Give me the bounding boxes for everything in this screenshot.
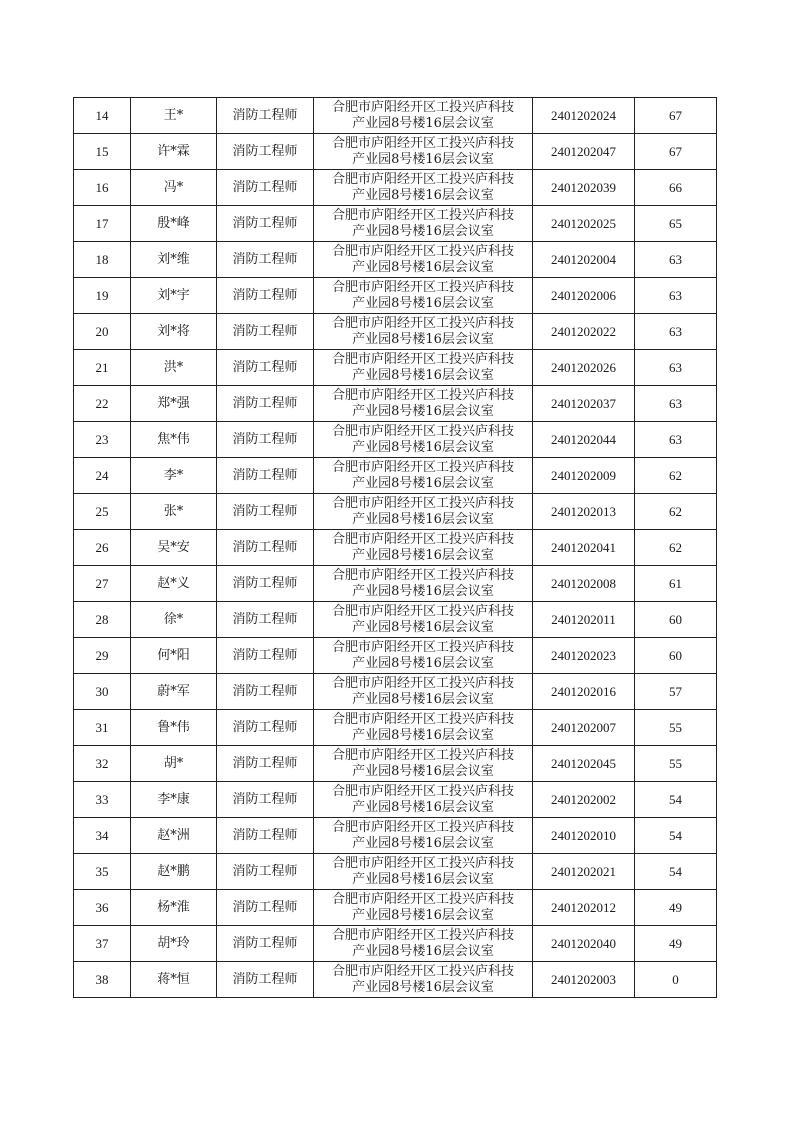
exam-id-cell: 2401202040 (533, 926, 635, 962)
position-cell: 消防工程师 (217, 602, 314, 638)
score-cell: 63 (635, 242, 717, 278)
table-row (74, 818, 717, 854)
table-row (74, 422, 717, 458)
position-cell: 消防工程师 (217, 386, 314, 422)
candidate-name-cell: 刘*将 (131, 314, 217, 350)
table-row (74, 98, 717, 134)
table-row (74, 458, 717, 494)
exam-id-cell: 2401202021 (533, 854, 635, 890)
exam-location-cell: 合肥市庐阳经开区工投兴庐科技 产业园8号楼16层会议室 (314, 638, 533, 674)
candidate-name-cell: 张* (131, 494, 217, 530)
candidate-name-cell: 蔚*军 (131, 674, 217, 710)
row-number-cell: 18 (74, 242, 131, 278)
score-cell: 55 (635, 710, 717, 746)
table-row (74, 566, 717, 602)
exam-location-cell: 合肥市庐阳经开区工投兴庐科技 产业园8号楼16层会议室 (314, 566, 533, 602)
exam-id-cell: 2401202041 (533, 530, 635, 566)
row-number-cell: 17 (74, 206, 131, 242)
candidate-name-cell: 何*阳 (131, 638, 217, 674)
exam-location-cell: 合肥市庐阳经开区工投兴庐科技 产业园8号楼16层会议室 (314, 854, 533, 890)
row-number-cell: 15 (74, 134, 131, 170)
exam-id-cell: 2401202003 (533, 962, 635, 998)
exam-id-cell: 2401202004 (533, 242, 635, 278)
table-row (74, 134, 717, 170)
exam-id-cell: 2401202011 (533, 602, 635, 638)
row-number-cell: 21 (74, 350, 131, 386)
candidate-name-cell: 洪* (131, 350, 217, 386)
exam-id-cell: 2401202016 (533, 674, 635, 710)
exam-location-cell: 合肥市庐阳经开区工投兴庐科技 产业园8号楼16层会议室 (314, 242, 533, 278)
table-row (74, 890, 717, 926)
position-cell: 消防工程师 (217, 314, 314, 350)
score-cell: 63 (635, 422, 717, 458)
exam-location-cell: 合肥市庐阳经开区工投兴庐科技 产业园8号楼16层会议室 (314, 170, 533, 206)
score-cell: 55 (635, 746, 717, 782)
score-cell: 65 (635, 206, 717, 242)
position-cell: 消防工程师 (217, 710, 314, 746)
table-row (74, 674, 717, 710)
score-cell: 49 (635, 890, 717, 926)
exam-id-cell: 2401202010 (533, 818, 635, 854)
row-number-cell: 34 (74, 818, 131, 854)
score-cell: 63 (635, 314, 717, 350)
table-row (74, 638, 717, 674)
position-cell: 消防工程师 (217, 566, 314, 602)
exam-id-cell: 2401202025 (533, 206, 635, 242)
candidate-name-cell: 赵*洲 (131, 818, 217, 854)
candidate-name-cell: 徐* (131, 602, 217, 638)
position-cell: 消防工程师 (217, 530, 314, 566)
row-number-cell: 25 (74, 494, 131, 530)
exam-location-cell: 合肥市庐阳经开区工投兴庐科技 产业园8号楼16层会议室 (314, 818, 533, 854)
table-row (74, 710, 717, 746)
table-row (74, 278, 717, 314)
table-row (74, 386, 717, 422)
table-row (74, 206, 717, 242)
score-cell: 54 (635, 854, 717, 890)
candidate-name-cell: 许*霖 (131, 134, 217, 170)
position-cell: 消防工程师 (217, 98, 314, 134)
score-cell: 62 (635, 494, 717, 530)
table-body (74, 98, 717, 998)
exam-location-cell: 合肥市庐阳经开区工投兴庐科技 产业园8号楼16层会议室 (314, 206, 533, 242)
position-cell: 消防工程师 (217, 818, 314, 854)
row-number-cell: 24 (74, 458, 131, 494)
table-row (74, 314, 717, 350)
exam-id-cell: 2401202023 (533, 638, 635, 674)
score-cell: 63 (635, 386, 717, 422)
position-cell: 消防工程师 (217, 422, 314, 458)
exam-location-cell: 合肥市庐阳经开区工投兴庐科技 产业园8号楼16层会议室 (314, 926, 533, 962)
row-number-cell: 29 (74, 638, 131, 674)
exam-location-cell: 合肥市庐阳经开区工投兴庐科技 产业园8号楼16层会议室 (314, 386, 533, 422)
table-row (74, 494, 717, 530)
exam-location-cell: 合肥市庐阳经开区工投兴庐科技 产业园8号楼16层会议室 (314, 278, 533, 314)
position-cell: 消防工程师 (217, 890, 314, 926)
position-cell: 消防工程师 (217, 350, 314, 386)
table-row (74, 782, 717, 818)
score-cell: 60 (635, 602, 717, 638)
row-number-cell: 22 (74, 386, 131, 422)
score-cell: 0 (635, 962, 717, 998)
candidate-name-cell: 胡* (131, 746, 217, 782)
exam-location-cell: 合肥市庐阳经开区工投兴庐科技 产业园8号楼16层会议室 (314, 350, 533, 386)
row-number-cell: 30 (74, 674, 131, 710)
table-row (74, 854, 717, 890)
table-row (74, 530, 717, 566)
row-number-cell: 33 (74, 782, 131, 818)
exam-id-cell: 2401202012 (533, 890, 635, 926)
score-cell: 63 (635, 350, 717, 386)
exam-id-cell: 2401202039 (533, 170, 635, 206)
row-number-cell: 19 (74, 278, 131, 314)
row-number-cell: 35 (74, 854, 131, 890)
exam-location-cell: 合肥市庐阳经开区工投兴庐科技 产业园8号楼16层会议室 (314, 602, 533, 638)
candidate-name-cell: 吴*安 (131, 530, 217, 566)
exam-id-cell: 2401202024 (533, 98, 635, 134)
table-row (74, 170, 717, 206)
position-cell: 消防工程师 (217, 854, 314, 890)
candidate-name-cell: 殷*峰 (131, 206, 217, 242)
position-cell: 消防工程师 (217, 278, 314, 314)
candidate-name-cell: 焦*伟 (131, 422, 217, 458)
exam-id-cell: 2401202002 (533, 782, 635, 818)
position-cell: 消防工程师 (217, 674, 314, 710)
exam-id-cell: 2401202044 (533, 422, 635, 458)
score-cell: 63 (635, 278, 717, 314)
exam-id-cell: 2401202009 (533, 458, 635, 494)
table-row (74, 242, 717, 278)
row-number-cell: 37 (74, 926, 131, 962)
exam-location-cell: 合肥市庐阳经开区工投兴庐科技 产业园8号楼16层会议室 (314, 782, 533, 818)
row-number-cell: 27 (74, 566, 131, 602)
score-cell: 67 (635, 98, 717, 134)
row-number-cell: 23 (74, 422, 131, 458)
candidate-name-cell: 郑*强 (131, 386, 217, 422)
score-cell: 57 (635, 674, 717, 710)
score-cell: 54 (635, 782, 717, 818)
position-cell: 消防工程师 (217, 206, 314, 242)
exam-id-cell: 2401202007 (533, 710, 635, 746)
position-cell: 消防工程师 (217, 782, 314, 818)
score-cell: 67 (635, 134, 717, 170)
candidate-name-cell: 冯* (131, 170, 217, 206)
score-cell: 62 (635, 458, 717, 494)
row-number-cell: 38 (74, 962, 131, 998)
position-cell: 消防工程师 (217, 638, 314, 674)
position-cell: 消防工程师 (217, 746, 314, 782)
score-table (73, 97, 717, 998)
exam-location-cell: 合肥市庐阳经开区工投兴庐科技 产业园8号楼16层会议室 (314, 530, 533, 566)
table-row (74, 746, 717, 782)
row-number-cell: 31 (74, 710, 131, 746)
table-row (74, 350, 717, 386)
candidate-name-cell: 刘*宇 (131, 278, 217, 314)
exam-id-cell: 2401202022 (533, 314, 635, 350)
score-cell: 66 (635, 170, 717, 206)
exam-location-cell: 合肥市庐阳经开区工投兴庐科技 产业园8号楼16层会议室 (314, 98, 533, 134)
score-cell: 62 (635, 530, 717, 566)
candidate-name-cell: 胡*玲 (131, 926, 217, 962)
position-cell: 消防工程师 (217, 494, 314, 530)
candidate-name-cell: 王* (131, 98, 217, 134)
candidate-name-cell: 赵*义 (131, 566, 217, 602)
row-number-cell: 26 (74, 530, 131, 566)
position-cell: 消防工程师 (217, 170, 314, 206)
position-cell: 消防工程师 (217, 242, 314, 278)
table-row (74, 962, 717, 998)
exam-location-cell: 合肥市庐阳经开区工投兴庐科技 产业园8号楼16层会议室 (314, 422, 533, 458)
row-number-cell: 28 (74, 602, 131, 638)
exam-location-cell: 合肥市庐阳经开区工投兴庐科技 产业园8号楼16层会议室 (314, 674, 533, 710)
row-number-cell: 36 (74, 890, 131, 926)
candidate-name-cell: 李* (131, 458, 217, 494)
candidate-name-cell: 蒋*恒 (131, 962, 217, 998)
score-cell: 61 (635, 566, 717, 602)
exam-location-cell: 合肥市庐阳经开区工投兴庐科技 产业园8号楼16层会议室 (314, 134, 533, 170)
candidate-name-cell: 李*康 (131, 782, 217, 818)
exam-id-cell: 2401202026 (533, 350, 635, 386)
exam-id-cell: 2401202008 (533, 566, 635, 602)
table-row (74, 926, 717, 962)
score-cell: 49 (635, 926, 717, 962)
exam-location-cell: 合肥市庐阳经开区工投兴庐科技 产业园8号楼16层会议室 (314, 314, 533, 350)
exam-location-cell: 合肥市庐阳经开区工投兴庐科技 产业园8号楼16层会议室 (314, 494, 533, 530)
exam-id-cell: 2401202013 (533, 494, 635, 530)
position-cell: 消防工程师 (217, 962, 314, 998)
position-cell: 消防工程师 (217, 458, 314, 494)
exam-location-cell: 合肥市庐阳经开区工投兴庐科技 产业园8号楼16层会议室 (314, 746, 533, 782)
row-number-cell: 20 (74, 314, 131, 350)
candidate-name-cell: 杨*淮 (131, 890, 217, 926)
exam-id-cell: 2401202037 (533, 386, 635, 422)
exam-location-cell: 合肥市庐阳经开区工投兴庐科技 产业园8号楼16层会议室 (314, 962, 533, 998)
exam-location-cell: 合肥市庐阳经开区工投兴庐科技 产业园8号楼16层会议室 (314, 890, 533, 926)
position-cell: 消防工程师 (217, 134, 314, 170)
exam-location-cell: 合肥市庐阳经开区工投兴庐科技 产业园8号楼16层会议室 (314, 458, 533, 494)
candidate-name-cell: 鲁*伟 (131, 710, 217, 746)
exam-id-cell: 2401202047 (533, 134, 635, 170)
row-number-cell: 16 (74, 170, 131, 206)
exam-id-cell: 2401202045 (533, 746, 635, 782)
candidate-name-cell: 刘*维 (131, 242, 217, 278)
row-number-cell: 32 (74, 746, 131, 782)
score-cell: 54 (635, 818, 717, 854)
position-cell: 消防工程师 (217, 926, 314, 962)
candidate-name-cell: 赵*鹏 (131, 854, 217, 890)
exam-location-cell: 合肥市庐阳经开区工投兴庐科技 产业园8号楼16层会议室 (314, 710, 533, 746)
exam-id-cell: 2401202006 (533, 278, 635, 314)
row-number-cell: 14 (74, 98, 131, 134)
table-row (74, 602, 717, 638)
score-cell: 60 (635, 638, 717, 674)
